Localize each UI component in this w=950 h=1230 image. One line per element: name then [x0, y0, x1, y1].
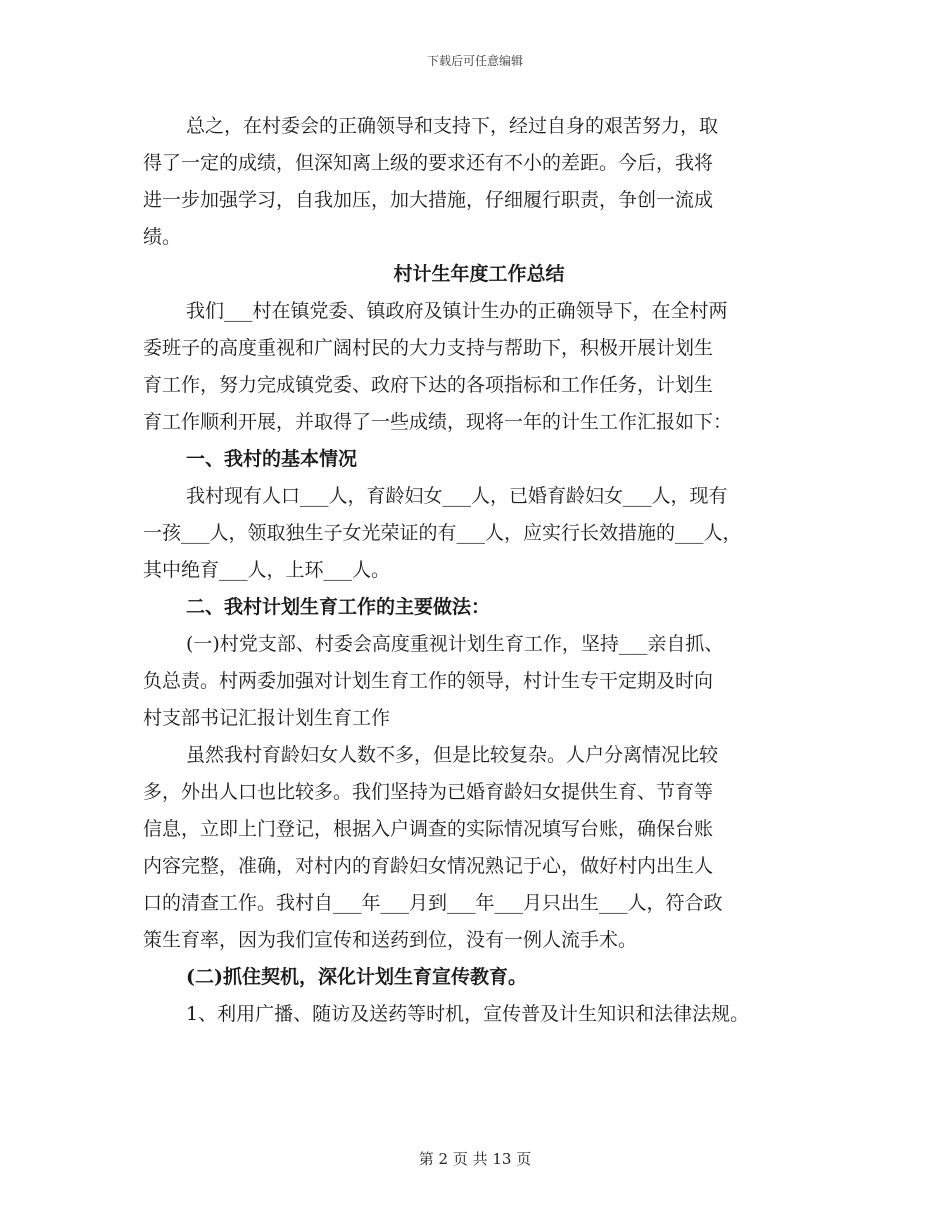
text-line: 信息，立即上门登记，根据入户调查的实际情况填写台账，确保台账	[143, 818, 714, 840]
page-footer: 第 2 页 共 13 页	[418, 1150, 532, 1168]
text-line: 其中绝育___人，上环___人。	[143, 559, 391, 581]
text-line: (一)村党支部、村委会高度重视计划生育工作，坚持___亲自抓、	[186, 633, 724, 655]
page-header: 下载后可任意编辑	[426, 54, 523, 68]
text-line: 1、利用广播、随访及送药等时机，宣传普及计生知识和法律法规。	[186, 1003, 750, 1025]
text-line: 委班子的高度重视和广阔村民的大力支持与帮助下，积极开展计划生	[143, 337, 714, 359]
text-line: 村支部书记汇报计划生育工作	[143, 707, 391, 729]
section-heading: (二)抓住契机，深化计划生育宣传教育。	[186, 966, 527, 988]
text-line: 口的清查工作。我村自___年___月到___年___月只出生___人，符合政	[143, 892, 723, 914]
text-line: 育工作顺利开展，并取得了一些成绩，现将一年的计生工作汇报如下：	[143, 411, 733, 433]
text-line: 多，外出人口也比较多。我们坚持为已婚育龄妇女提供生育、节育等	[143, 781, 714, 803]
text-line: 虽然我村育龄妇女人数不多，但是比较复杂。人户分离情况比较	[186, 744, 719, 766]
text-line: 我村现有人口___人，育龄妇女___人，已婚育龄妇女___人，现有	[186, 485, 728, 507]
document-body	[143, 108, 815, 1033]
text-line: 得了一定的成绩，但深知离上级的要求还有不小的差距。今后，我将	[143, 152, 714, 174]
text-line: 总之，在村委会的正确领导和支持下，经过自身的艰苦努力，取	[186, 115, 719, 137]
text-line: 绩。	[143, 226, 182, 248]
text-line: 育工作，努力完成镇党委、政府下达的各项指标和工作任务，计划生	[143, 374, 714, 396]
text-line: 策生育率，因为我们宣传和送药到位，没有一例人流手术。	[143, 929, 638, 951]
text-line: 我们___村在镇党委、镇政府及镇计生办的正确领导下，在全村两	[186, 300, 728, 322]
text-line: 一孩___人，领取独生子女光荣证的有___人，应实行长效措施的___人，	[143, 522, 742, 544]
text-line: 负总责。村两委加强对计划生育工作的领导，村计生专干定期及时向	[143, 670, 714, 692]
text-line: 内容完整，准确，对村内的育龄妇女情况熟记于心，做好村内出生人	[143, 855, 714, 877]
document-title: 村计生年度工作总结	[393, 263, 565, 285]
section-heading: 一、我村的基本情况	[186, 448, 358, 470]
section-heading: 二、我村计划生育工作的主要做法：	[186, 596, 491, 618]
text-line: 进一步加强学习，自我加压，加大措施，仔细履行职责，争创一流成	[143, 189, 714, 211]
